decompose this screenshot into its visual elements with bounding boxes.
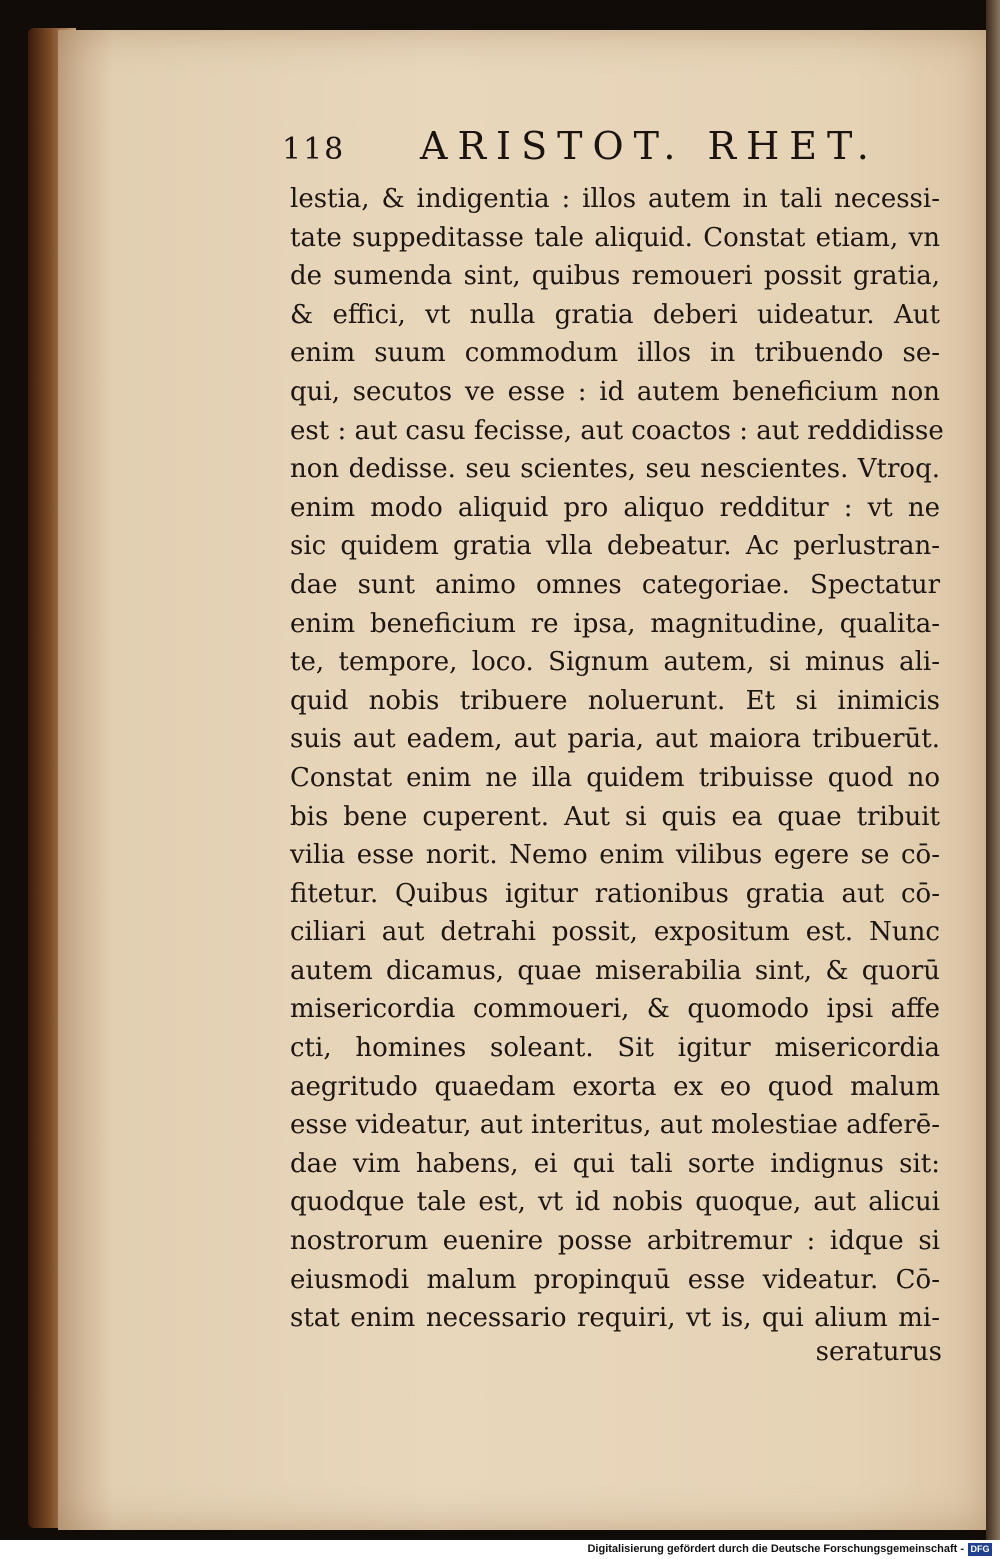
catchword: seraturus xyxy=(815,1337,942,1367)
text-line: stat enim necessario requiri, vt is, qui alium mi- xyxy=(290,1303,940,1334)
text-line: enim suum commodum illos in tribuendo se- xyxy=(290,338,940,369)
text-line: cti, homines soleant. Sit igitur misericordia xyxy=(290,1033,940,1064)
text-line: non dedisse. seu scientes, seu nescientes. Vtroq. xyxy=(290,454,940,485)
scan-border xyxy=(986,0,1000,1540)
text-line: Constat enim ne illa quidem tribuisse quod no xyxy=(290,762,940,793)
text-line: autem dicamus, quae miserabilia sint, & quorū xyxy=(290,955,940,986)
text-line: est : aut casu fecisse, aut coactos : aut reddidisse xyxy=(290,415,944,446)
text-line: dae sunt animo omnes categoriae. Spectatur xyxy=(290,569,940,600)
text-line: tate suppeditasse tale aliquid. Constat etiam, vn xyxy=(290,222,940,253)
text-line: ciliari aut detrahi possit, expositum est. Nunc xyxy=(290,917,940,948)
funding-credit: Digitalisierung gefördert durch die Deutsche Forschungsgemeinschaft - xyxy=(587,1543,964,1555)
text-line: aegritudo quaedam exorta ex eo quod malum xyxy=(290,1071,940,1102)
footer-bar xyxy=(0,1540,1000,1559)
text-line: eiusmodi malum propinquū esse videatur. Cō- xyxy=(290,1264,940,1295)
folio-number: 118 xyxy=(282,132,346,167)
text-line: vilia esse norit. Nemo enim vilibus egere se cō- xyxy=(290,840,940,871)
text-line: quid nobis tribuere noluerunt. Et si inimicis xyxy=(290,685,940,716)
text-line: lestia, & indigentia : illos autem in tali necessi- xyxy=(290,184,940,214)
text-line: qui, secutos ve esse : id autem beneficium non xyxy=(290,376,940,407)
text-line: de sumenda sint, quibus remoueri possit gratia, xyxy=(290,261,940,292)
text-line: enim beneficium re ipsa, magnitudine, qualita- xyxy=(290,608,940,639)
text-line: misericordia commoueri, & quomodo ipsi affe xyxy=(290,994,940,1025)
body-text xyxy=(290,180,944,1338)
text-line: fitetur. Quibus igitur rationibus gratia aut cō- xyxy=(290,878,940,909)
text-line: esse videatur, aut interitus, aut molestiae adferē- xyxy=(290,1110,940,1141)
text-line: bis bene cuperent. Aut si quis ea quae tribuit xyxy=(290,801,940,832)
text-line: sic quidem gratia vlla debeatur. Ac perlustran- xyxy=(290,531,940,562)
text-line: suis aut eadem, aut paria, aut maiora tribuerūt. xyxy=(290,724,940,755)
text-line: quodque tale est, vt id nobis quoque, aut alicui xyxy=(290,1187,940,1218)
running-title: ARISTOT. RHET. xyxy=(420,124,879,168)
dfg-logo: DFG xyxy=(968,1543,992,1556)
page-header xyxy=(282,122,902,172)
text-line: dae vim habens, ei qui tali sorte indignus sit: xyxy=(290,1148,940,1179)
text-line: nostrorum euenire posse arbitremur : idque si xyxy=(290,1226,940,1257)
text-line: & effici, vt nulla gratia deberi uideatur. Aut xyxy=(290,299,940,330)
text-line: enim modo aliquid pro aliquo redditur : vt ne xyxy=(290,492,940,523)
text-line: te, tempore, loco. Signum autem, si minus ali- xyxy=(290,647,940,678)
